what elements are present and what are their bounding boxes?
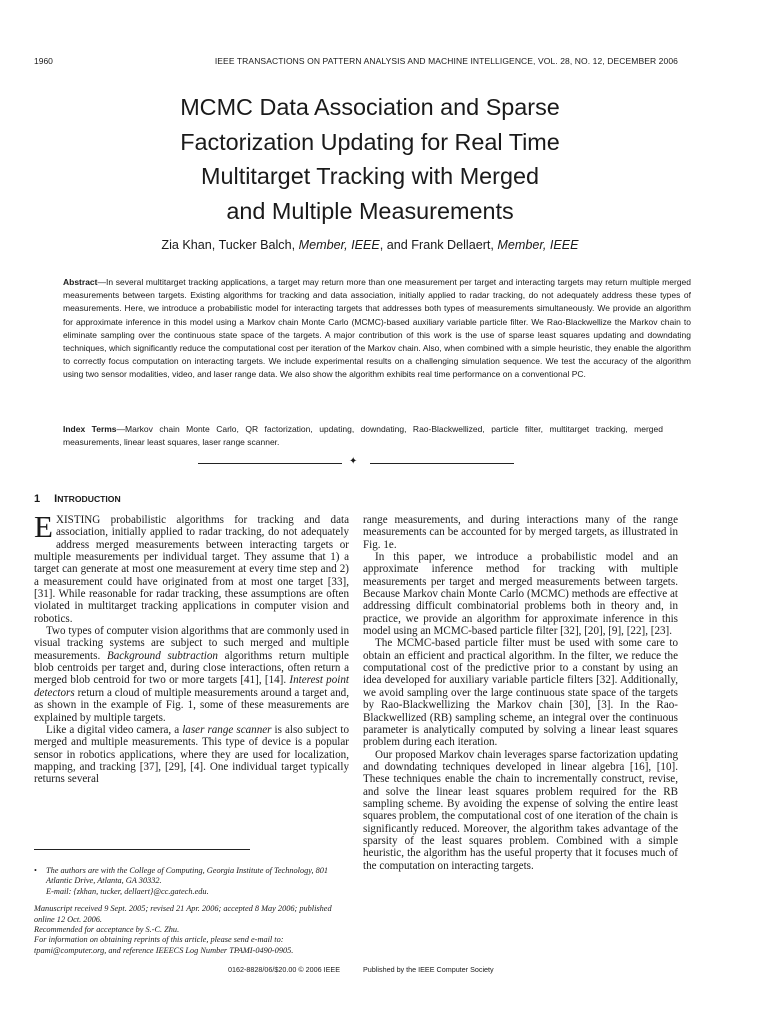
authors-text: , and Frank Dellaert, xyxy=(379,238,498,252)
running-header xyxy=(34,56,678,68)
abstract xyxy=(63,276,691,382)
body-column-right xyxy=(363,514,678,872)
footnote-rule xyxy=(34,849,250,850)
paragraph: Our proposed Markov chain leverages sparse factorization updating and downdating techniques developed in linear algebra [16], [10]. These techniques enable the chain to incrementally construct, revise, and solve the linear least squares problem required for the RB sampling scheme. By avoiding the expense of solving the entire least squares problem, the computational cost of one iteration of the chain is significantly reduced. Moreover, the algorithm takes advantage of the sparsity of the least squares problem. Combined with a simple heuristic, the algorithm has the useful property that it focuses much of the computation on interacting targets. xyxy=(363,748,678,872)
paragraph-text: probabilistic algorithms for tracking and data association, initially applied to radar tracking, do not adequately address merged measurements between interacting targets or multiple measurements per individual target. They assume that 1) a target can generate at most one measurement at every time step and 2) a measurement could have originated from at most one target [33], [31]. While reasonable for radar tracking, these assumptions are often violated in multitarget tracking applications in computer vision and robotics. xyxy=(34,514,349,625)
paragraph-text: is also subject to merged and multiple measurements. This type of device is a popular sensor in robotics applications, where they are used for localization, mapping, and tracking [37], [29], [4]. One individual target typically returns several xyxy=(34,723,349,786)
paragraph-text: return a cloud of multiple measurements around a target and, as shown in the example of Fig. 1, some of these measurements are explained by multiple targets. xyxy=(34,686,349,724)
emphasis: Interest point detectors xyxy=(34,674,349,699)
paragraph xyxy=(34,625,349,724)
section-title-initial: I xyxy=(54,493,58,505)
section-heading-introduction xyxy=(34,493,121,505)
member-designation: Member, IEEE xyxy=(497,238,579,252)
index-terms-label: Index Terms xyxy=(63,424,117,434)
emphasis: Background subtraction xyxy=(106,649,218,662)
email-text: E-mail: {zkhan, tucker, dellaert}@cc.gatech.edu. xyxy=(46,886,209,896)
page-number: 1960 xyxy=(34,56,53,66)
recommended-by: Recommended for acceptance by S.-C. Zhu. xyxy=(34,925,180,935)
paragraph xyxy=(34,509,349,625)
emphasis: laser range scanner xyxy=(182,723,272,736)
paragraph-text: Two types of computer vision algorithms that are commonly used in visual tracking systems are subject to such merged and multiple measurements. xyxy=(34,625,350,662)
title-line: Factorization Updating for Real Time xyxy=(180,128,560,155)
author-affiliation-note xyxy=(34,866,349,897)
paragraph: In this paper, we introduce a probabilistic model and an approximate inference method for tracking with multiple measurements per target and merged measurements between targets. Because Markov chain Monte Carlo (MCMC) methods are effective at addressing difficult combinatorial problems both in theory and, in practice, we provide an algorithm for approximate inference in this model using an MCMC-based particle filter [32], [20], [9], [22], [23]. xyxy=(363,551,678,638)
section-separator xyxy=(198,458,514,468)
section-number: 1 xyxy=(34,493,41,505)
drop-cap: E xyxy=(34,509,53,544)
journal-header: IEEE TRANSACTIONS ON PATTERN ANALYSIS AND MACHINE INTELLIGENCE, VOL. 28, NO. 12, DECEMBER 2006 xyxy=(214,56,678,66)
title-line: MCMC Data Association and Sparse xyxy=(180,94,560,120)
paragraph: The MCMC-based particle filter must be used with some care to obtain an efficient and practical algorithm. In the filter, we reduce the computational cost of the predictive prior to a constant by using an idea developed for auxiliary variable particle filters [32]. Additionally, we avoid sampling over the large continuous state space of the targets by Rao-Blackwellizing the Markov chain [30], [3]. In the Rao-Blackwellized (RB) sampling scheme, an integral over the continuous parameter is analytically computed by solving a linear least squares problem during each iteration. xyxy=(363,637,678,749)
index-terms xyxy=(63,423,663,449)
reprints-info: For information on obtaining reprints of this article, please send e-mail to: tpami@computer.org, and reference IEEECS Log Number TPAMI-0490-0905. xyxy=(34,935,294,955)
manuscript-dates: Manuscript received 9 Sept. 2005; revised 21 Apr. 2006; accepted 8 May 2006; published online 12 Oct. 2006. xyxy=(34,904,332,924)
bullet-icon: • xyxy=(34,866,37,875)
author-list xyxy=(100,238,640,252)
paragraph-text: Like a digital video camera, a xyxy=(46,723,183,736)
small-caps-lead: XISTING xyxy=(55,514,101,526)
paragraph-text: algorithms return multiple blob centroids per target and, during close interactions, often return a merged blob centroid for two or more targets [41], [14]. xyxy=(34,649,349,687)
separator-line-left xyxy=(198,463,342,464)
abstract-label: Abstract xyxy=(63,277,98,287)
body-column-left xyxy=(34,509,350,786)
section-title-rest: NTRODUCTION xyxy=(57,494,121,504)
diamond-ornament-icon: ✦ xyxy=(349,456,358,467)
separator-line-right xyxy=(370,463,514,464)
index-terms-text: —Markov chain Monte Carlo, QR factorization, updating, downdating, Rao-Blackwellized, particle filter, multitarget tracking, merged measurements, linear least squares, laser range scanner. xyxy=(63,424,663,448)
authors-text: Zia Khan, Tucker Balch, xyxy=(161,238,299,252)
title-line: and Multiple Measurements xyxy=(226,197,514,224)
member-designation: Member, IEEE xyxy=(298,238,380,252)
paragraph xyxy=(34,724,349,786)
abstract-text: —In several multitarget tracking applications, a target may return more than one measurement per target and interacting targets may return multiple merged measurements between targets. Existing algorithms for tracking and data association, initially applied to radar tracking, do not adequately address these types of measurements. Here, we introduce a probabilistic model for interacting targets that addresses both types of measurements simultaneously. We provide an algorithm for approximate inference in this model using a Markov chain Monte Carlo (MCMC)-based auxiliary variable particle filter. We Rao-Blackwellize the Markov chain to eliminate sampling over the continuous state space of the targets. A major contribution of this work is the use of sparse least squares updating and downdating techniques, which significantly reduce the computational cost per iteration of the Markov chain. Also, when combined with a simple heuristic, they enable the algorithm to correctly focus computation on interacting targets. We include experimental results on a challenging simulation sequence. We test the accuracy of the algorithm using two sensor modalities, video, and laser range data. We also show the algorithm exhibits real time performance on a conventional PC. xyxy=(63,277,691,380)
paragraph: range measurements, and during interactions many of the range measurements can be accounted for by merged targets, as illustrated in Fig. 1e. xyxy=(363,514,678,551)
affiliation-text: The authors are with the College of Computing, Georgia Institute of Technology, 801 Atlantic Drive, Atlanta, GA 30332. xyxy=(46,866,329,886)
title-line: Multitarget Tracking with Merged xyxy=(201,163,539,189)
copyright-notice: 0162-8828/06/$20.00 © 2006 IEEE xyxy=(228,965,340,974)
paper-title xyxy=(70,90,670,228)
footnotes xyxy=(34,866,349,956)
publisher-notice: Published by the IEEE Computer Society xyxy=(363,965,494,974)
